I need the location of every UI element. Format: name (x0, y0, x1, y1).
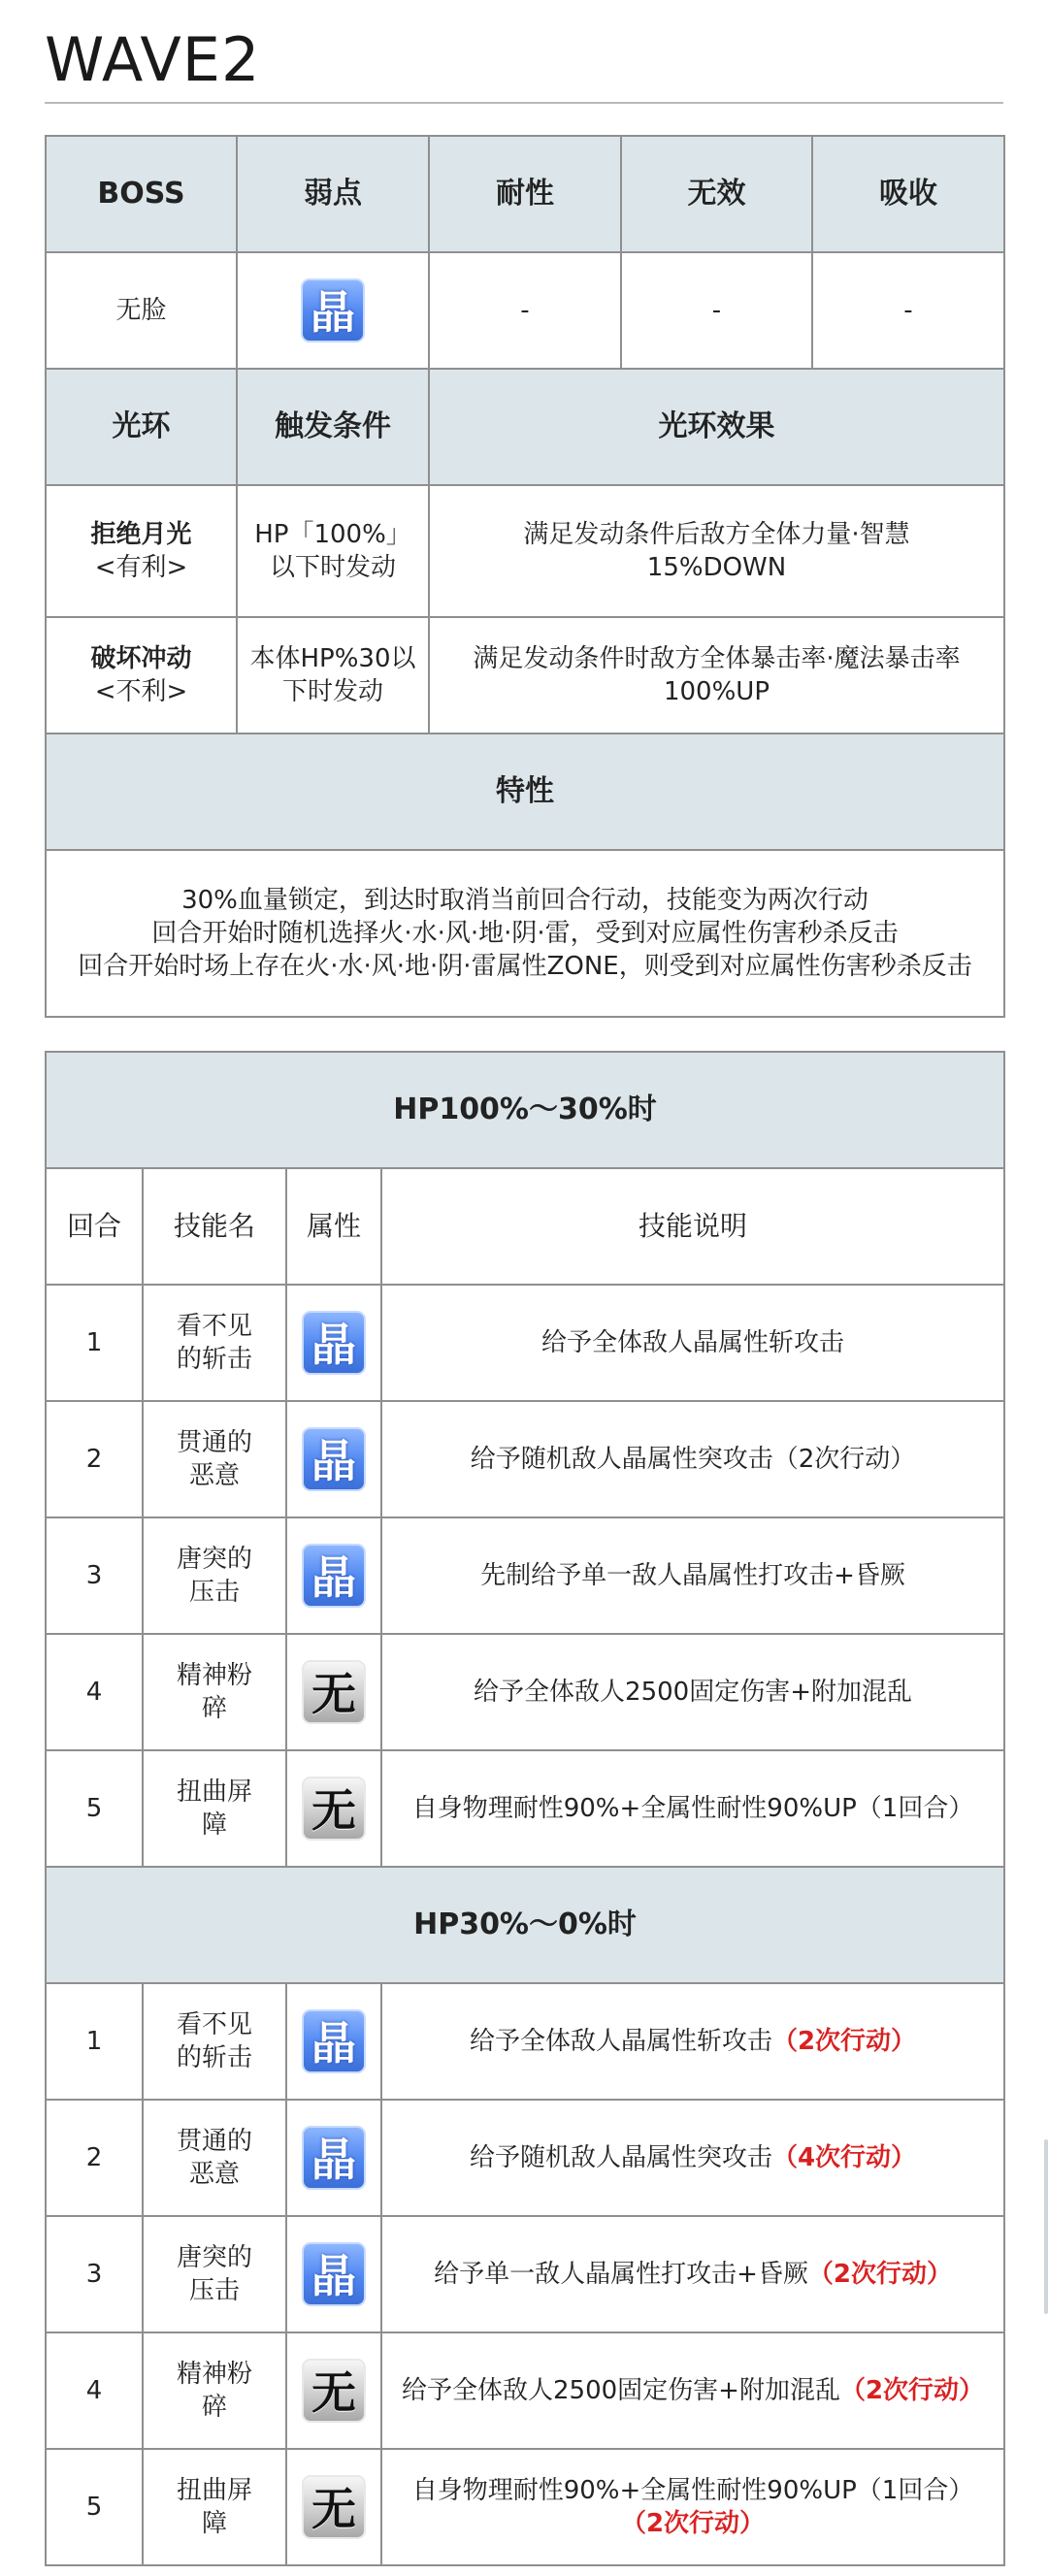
skill-name: 看不见的斩击 (143, 1285, 286, 1401)
phase-header: HP30%～0%时 (46, 1867, 1004, 1983)
skill-turn: 5 (46, 2449, 143, 2565)
boss-null: - (621, 252, 812, 369)
skill-description: 给予全体敌人2500固定伤害+附加混乱 (401, 2376, 840, 2405)
none-attribute-icon: 无 (302, 2475, 366, 2539)
aura-effect: 满足发动条件时敌方全体暴击率·魔法暴击率100%UP (429, 617, 1004, 734)
phase-2-rows (46, 1983, 1004, 2565)
skill-name: 精神粉碎 (143, 2332, 286, 2449)
skill-description: 给予随机敌人晶属性突攻击（2次行动） (470, 1445, 916, 1474)
skill-name: 唐突的压击 (143, 2216, 286, 2332)
column-description: 技能说明 (381, 1168, 1004, 1285)
trait-line: 30%血量锁定，到达时取消当前回合行动，技能变为两次行动 (181, 886, 868, 915)
crystal-attribute-icon: 晶 (302, 2126, 366, 2190)
header-boss: BOSS (46, 136, 237, 252)
skill-description-cell (381, 1983, 1004, 2100)
skill-attribute-cell (286, 2332, 381, 2449)
skill-description: 自身物理耐性90%+全属性耐性90%UP（1回合） (411, 1794, 974, 1823)
phase-header-row (46, 1867, 1004, 1983)
skill-row (46, 2100, 1004, 2216)
crystal-attribute-icon: 晶 (302, 2009, 366, 2073)
header-trigger: 触发条件 (237, 369, 429, 485)
skill-description: 自身物理耐性90%+全属性耐性90%UP（1回合） (411, 2476, 974, 2505)
skill-attribute-cell (286, 1517, 381, 1634)
header-null: 无效 (621, 136, 812, 252)
phase-header: HP100%～30%时 (46, 1052, 1004, 1168)
skill-turn: 3 (46, 2216, 143, 2332)
none-attribute-icon: 无 (302, 2359, 366, 2423)
boss-absorb: - (812, 252, 1004, 369)
boss-row (46, 252, 1004, 369)
skill-description-cell (381, 2332, 1004, 2449)
skill-name: 贯通的恶意 (143, 1401, 286, 1517)
crystal-attribute-icon: 晶 (302, 1544, 366, 1608)
aura-tag: <有利> (94, 553, 188, 582)
skill-turn: 2 (46, 2100, 143, 2216)
header-aura: 光环 (46, 369, 237, 485)
header-aura-effect: 光环效果 (429, 369, 1004, 485)
trait-line: 回合开始时场上存在火·水·风·地·阴·雷属性ZONE，则受到对应属性伤害秒杀反击 (78, 952, 972, 981)
skill-description: 给予全体敌人2500固定伤害+附加混乱 (474, 1678, 912, 1707)
column-skill-name: 技能名 (143, 1168, 286, 1285)
none-attribute-icon: 无 (302, 1777, 366, 1841)
boss-header-row (46, 136, 1004, 252)
aura-row (46, 485, 1004, 617)
skill-row (46, 2332, 1004, 2449)
aura-condition: HP「100%」以下时发动 (237, 485, 429, 617)
crystal-attribute-icon: 晶 (302, 1311, 366, 1375)
skill-description: 给予全体敌人晶属性斩攻击 (469, 2027, 772, 2056)
skill-name: 贯通的恶意 (143, 2100, 286, 2216)
skill-action-count: （2次行动） (807, 2260, 952, 2289)
skill-row (46, 1983, 1004, 2100)
column-turn: 回合 (46, 1168, 143, 1285)
traits-header-row (46, 734, 1004, 850)
header-absorb: 吸收 (812, 136, 1004, 252)
skill-row (46, 1750, 1004, 1867)
skill-turn: 1 (46, 1983, 143, 2100)
column-attribute: 属性 (286, 1168, 381, 1285)
skill-turn: 2 (46, 1401, 143, 1517)
boss-weakness-cell (237, 252, 429, 369)
skill-attribute-cell (286, 1983, 381, 2100)
skill-description-cell (381, 2100, 1004, 2216)
skill-row (46, 1401, 1004, 1517)
skill-description-cell (381, 2449, 1004, 2565)
skill-name: 精神粉碎 (143, 1634, 286, 1750)
skill-turn: 4 (46, 2332, 143, 2449)
crystal-attribute-icon: 晶 (302, 1427, 366, 1491)
title-divider (45, 102, 1003, 104)
boss-name: 无脸 (46, 252, 237, 369)
skill-turn: 1 (46, 1285, 143, 1401)
none-attribute-icon: 无 (302, 1660, 366, 1724)
page-title: WAVE2 (45, 24, 261, 95)
aura-name: 拒绝月光 (90, 520, 192, 549)
aura-name: 破坏冲动 (90, 644, 192, 673)
skill-name: 看不见的斩击 (143, 1983, 286, 2100)
skill-action-count: （4次行动） (771, 2143, 917, 2172)
skill-description: 给予全体敌人晶属性斩攻击 (541, 1328, 845, 1357)
aura-effect: 满足发动条件后敌方全体力量·智慧15%DOWN (429, 485, 1004, 617)
skill-attribute-cell (286, 1634, 381, 1750)
traits-row (46, 850, 1004, 1017)
aura-name-cell (46, 485, 237, 617)
aura-header-row (46, 369, 1004, 485)
boss-info-table (45, 135, 1005, 1018)
aura-row (46, 617, 1004, 734)
skill-action-count: （2次行动） (839, 2376, 985, 2405)
skill-turn: 4 (46, 1634, 143, 1750)
header-weakness: 弱点 (237, 136, 429, 252)
skill-row (46, 1517, 1004, 1634)
phase-1-rows (46, 1285, 1004, 1867)
skill-action-count: （2次行动） (620, 2509, 766, 2538)
skill-attribute-cell (286, 2449, 381, 2565)
skill-description: 给予单一敌人晶属性打攻击+昏厥 (434, 2260, 808, 2289)
skill-row (46, 1285, 1004, 1401)
skill-row (46, 2216, 1004, 2332)
trait-line: 回合开始时随机选择火·水·风·地·阴·雷，受到对应属性伤害秒杀反击 (151, 919, 899, 948)
skill-name: 唐突的压击 (143, 1517, 286, 1634)
skill-description-cell (381, 1517, 1004, 1634)
skill-attribute-cell (286, 2216, 381, 2332)
skill-description-cell (381, 1285, 1004, 1401)
skill-attribute-cell (286, 2100, 381, 2216)
skill-attribute-cell (286, 1750, 381, 1867)
skill-name: 扭曲屏障 (143, 1750, 286, 1867)
skill-description: 先制给予单一敌人晶属性打攻击+昏厥 (480, 1561, 905, 1590)
header-resist: 耐性 (429, 136, 621, 252)
skill-description-cell (381, 1750, 1004, 1867)
scrollbar-indicator[interactable] (1044, 2139, 1048, 2314)
crystal-attribute-icon: 晶 (301, 278, 365, 342)
skill-columns-row (46, 1168, 1004, 1285)
skill-turn: 5 (46, 1750, 143, 1867)
skill-description: 给予随机敌人晶属性突攻击 (469, 2143, 772, 2172)
phase-header-row (46, 1052, 1004, 1168)
skill-name: 扭曲屏障 (143, 2449, 286, 2565)
aura-name-cell (46, 617, 237, 734)
aura-condition: 本体HP%30以下时发动 (237, 617, 429, 734)
crystal-attribute-icon: 晶 (302, 2242, 366, 2306)
skill-description-cell (381, 2216, 1004, 2332)
skill-row (46, 2449, 1004, 2565)
skill-attribute-cell (286, 1285, 381, 1401)
aura-tag: <不利> (94, 677, 188, 706)
skill-row (46, 1634, 1004, 1750)
traits-header: 特性 (46, 734, 1004, 850)
boss-resist: - (429, 252, 621, 369)
skill-description-cell (381, 1401, 1004, 1517)
skill-table (45, 1051, 1005, 2566)
skill-attribute-cell (286, 1401, 381, 1517)
skill-description-cell (381, 1634, 1004, 1750)
skill-turn: 3 (46, 1517, 143, 1634)
skill-action-count: （2次行动） (771, 2027, 917, 2056)
traits-cell (46, 850, 1004, 1017)
